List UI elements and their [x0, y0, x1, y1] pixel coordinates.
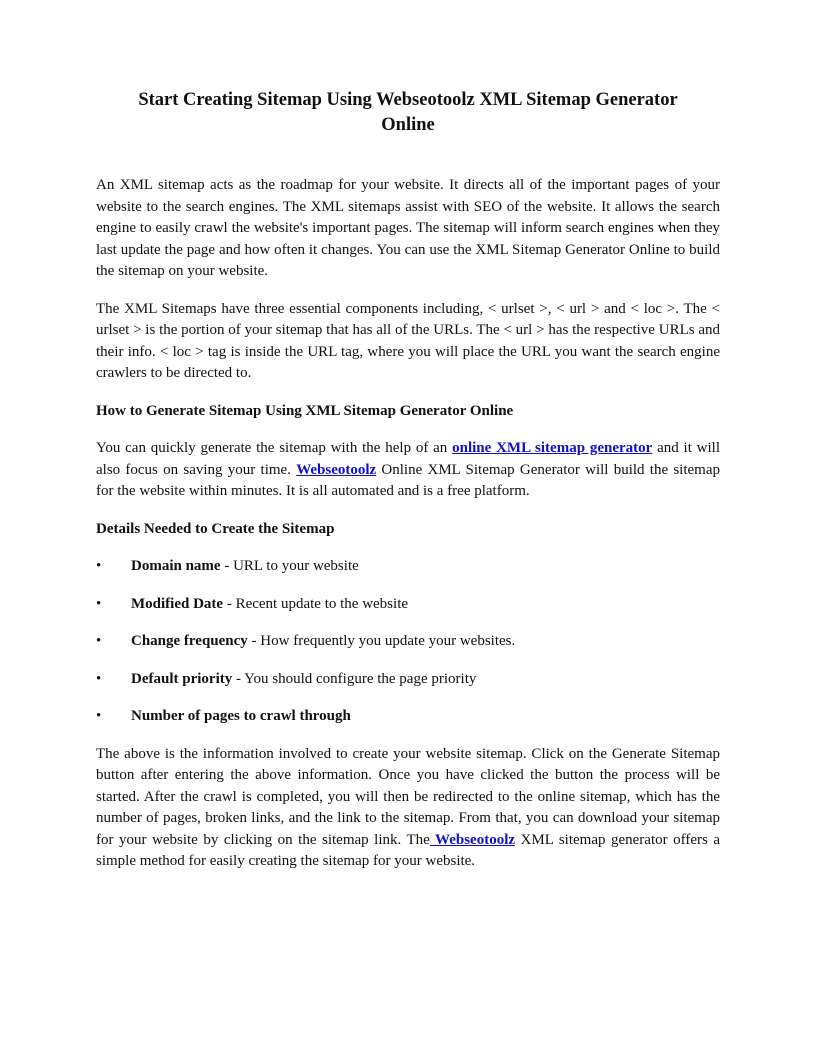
document-page — [96, 88, 720, 889]
bullet-icon: • — [96, 708, 102, 724]
list-desc: - You should configure the page priority — [232, 670, 477, 687]
list-term: Number of pages to crawl through — [131, 708, 351, 724]
text: You can quickly generate the sitemap with the help of an — [96, 440, 453, 456]
list-term: Modified Date — [131, 595, 224, 612]
list-item — [96, 669, 720, 691]
list-desc: - How frequently you update your websites. — [247, 633, 516, 649]
conclusion-paragraph — [96, 744, 720, 873]
heading-how-to-generate: How to Generate Sitemap Using XML Sitemap Generator Online — [96, 402, 514, 419]
webseotoolz-link[interactable]: Webseotoolz — [429, 831, 516, 848]
list-item — [96, 556, 720, 578]
list-item — [96, 706, 720, 728]
list-desc: - URL to your website — [220, 558, 359, 574]
components-paragraph: The XML Sitemaps have three essential components including, < urlset >, < url > and < loc >. The < urlset > is the portion of your sitemap that has all of the URLs. The < url > has the respective URLs and their info. < loc > tag is inside the URL tag, where you will place the URL you want the search engine crawlers to be directed to. — [96, 300, 720, 381]
list-term: Default priority — [131, 670, 233, 687]
bullet-icon: • — [96, 670, 102, 687]
generate-paragraph — [96, 438, 720, 503]
list-desc: - Recent update to the website — [223, 595, 409, 612]
text: and it will also focus on saving your time. — [96, 440, 721, 478]
text: Online XML Sitemap Generator will build the sitemap for the website within minutes. It is all automated and is a free platform. — [96, 461, 720, 499]
online-xml-sitemap-generator-link[interactable]: online XML sitemap generator — [452, 440, 653, 456]
bullet-icon: • — [96, 595, 102, 612]
document-title: Start Creating Sitemap Using Webseotoolz XML Sitemap Generator Online — [138, 90, 678, 135]
list-term: Change frequency — [131, 633, 248, 649]
list-item — [96, 631, 720, 653]
bullet-icon: • — [96, 558, 102, 574]
text: XML sitemap generator offers a simple method for easily creating the sitemap for your website. — [96, 831, 720, 869]
intro-paragraph: An XML sitemap acts as the roadmap for your website. It directs all of the important pages of your website to the search engines. The XML sitemaps assist with SEO of the website. It allows the search engine to easily crawl the website's important pages. The sitemap will inform search engines when they last update the page and how often it changes. You can use the XML Sitemap Generator Online to build the sitemap on your website. — [96, 177, 720, 279]
list-item — [96, 594, 720, 616]
list-term: Domain name — [131, 558, 221, 574]
details-list — [96, 556, 720, 728]
webseotoolz-link[interactable]: Webseotoolz — [296, 461, 377, 478]
bullet-icon: • — [96, 633, 102, 649]
text: The above is the information involved to create your website sitemap. Click on the Generate Sitemap button after entering the above information. Once you have clicked the button the process will be started. After the crawl is completed, you will then be redirected to the online sitemap, which has the number of pages, broken links, and the link to the sitemap. From that, you can download your sitemap for your website by clicking on the sitemap link. The — [96, 745, 720, 848]
heading-details-needed: Details Needed to Create the Sitemap — [96, 520, 335, 537]
